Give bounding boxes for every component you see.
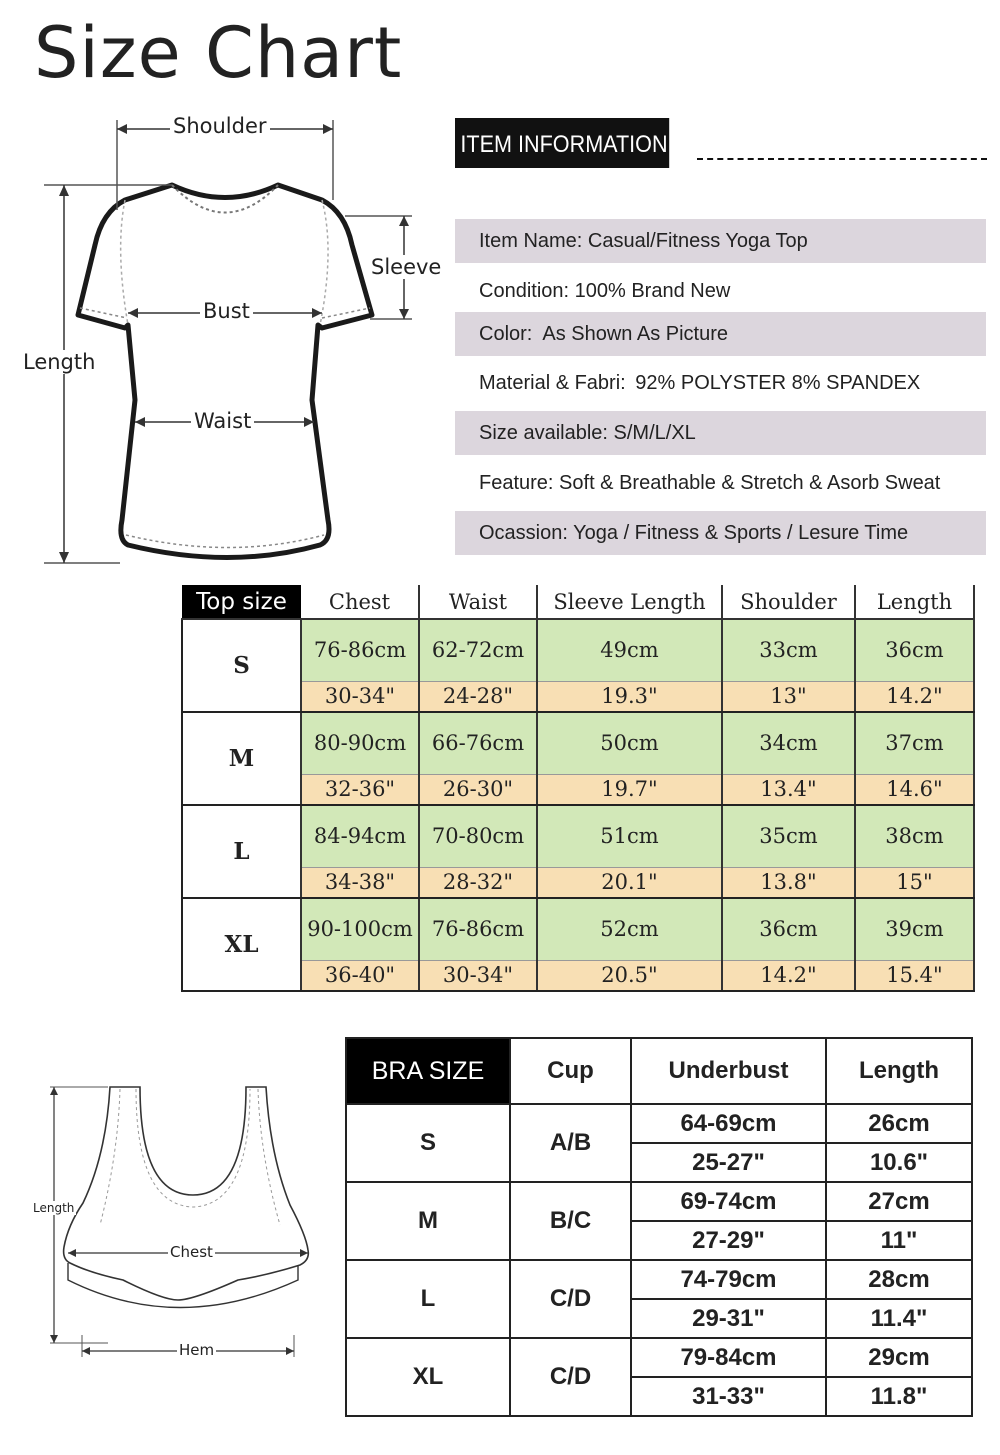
cm-cell: 66-76cm	[419, 712, 537, 774]
cup-cell: C/D	[510, 1338, 631, 1416]
table-row	[182, 960, 974, 991]
inch-cell: 30-34"	[301, 681, 419, 712]
cm-cell: 36cm	[855, 619, 974, 681]
bra-size-table	[345, 1037, 973, 1417]
info-value: Yoga / Fitness & Sports / Lesure Time	[573, 522, 909, 544]
inch-cell: 13.8"	[722, 867, 855, 898]
length-inch-cell: 11.4"	[826, 1299, 972, 1338]
page-title: Size Chart	[34, 12, 403, 94]
info-value: As Shown As Picture	[537, 323, 729, 345]
info-label: Item Name:	[479, 230, 583, 252]
item-information-header: ITEM INFORMATION	[455, 118, 669, 168]
info-size-available	[455, 411, 986, 455]
bra-chest-label: Chest	[170, 1243, 213, 1261]
info-color	[455, 312, 986, 356]
underbust-inch-cell: 29-31"	[631, 1299, 826, 1338]
inch-cell: 24-28"	[419, 681, 537, 712]
info-label: Feature:	[479, 472, 554, 494]
size-cell: L	[346, 1260, 510, 1338]
header-chest: Chest	[301, 585, 419, 619]
tshirt-illustration	[0, 100, 450, 580]
table-row	[346, 1260, 972, 1299]
table-row	[346, 1182, 972, 1221]
underbust-cm-cell: 69-74cm	[631, 1182, 826, 1221]
inch-cell: 26-30"	[419, 774, 537, 805]
underbust-inch-cell: 31-33"	[631, 1377, 826, 1416]
inch-cell: 20.1"	[537, 867, 722, 898]
size-cell: XL	[182, 898, 301, 991]
cm-cell: 36cm	[722, 898, 855, 960]
header-bra-size: BRA SIZE	[346, 1038, 510, 1104]
underbust-cm-cell: 64-69cm	[631, 1104, 826, 1143]
header-top-size: Top size	[182, 585, 301, 619]
info-value: 92% POLYSTER 8% SPANDEX	[635, 372, 921, 394]
info-value: S/M/L/XL	[613, 422, 696, 444]
inch-cell: 13"	[722, 681, 855, 712]
bra-length-label: Length	[33, 1201, 75, 1215]
inch-cell: 19.3"	[537, 681, 722, 712]
bra-diagram	[28, 1075, 328, 1365]
top-size-table	[181, 585, 975, 992]
inch-cell: 20.5"	[537, 960, 722, 991]
info-value: Casual/Fitness Yoga Top	[587, 230, 808, 252]
cm-cell: 80-90cm	[301, 712, 419, 774]
cm-cell: 62-72cm	[419, 619, 537, 681]
table-row	[182, 681, 974, 712]
table-row	[346, 1104, 972, 1143]
inch-cell: 15.4"	[855, 960, 974, 991]
header-sleeve-length: Sleeve Length	[537, 585, 722, 619]
cm-cell: 84-94cm	[301, 805, 419, 867]
underbust-inch-cell: 27-29"	[631, 1221, 826, 1260]
size-cell: M	[346, 1182, 510, 1260]
size-cell: S	[346, 1104, 510, 1182]
inch-cell: 13.4"	[722, 774, 855, 805]
cm-cell: 35cm	[722, 805, 855, 867]
cm-cell: 52cm	[537, 898, 722, 960]
inch-cell: 14.2"	[722, 960, 855, 991]
info-label: Material & Fabri:	[479, 372, 626, 394]
cup-cell: B/C	[510, 1182, 631, 1260]
cup-cell: C/D	[510, 1260, 631, 1338]
cm-cell: 76-86cm	[419, 898, 537, 960]
cup-cell: A/B	[510, 1104, 631, 1182]
info-item-name	[455, 219, 986, 263]
shoulder-label: Shoulder	[170, 114, 270, 138]
sleeve-label: Sleeve	[368, 255, 444, 279]
cm-cell: 33cm	[722, 619, 855, 681]
length-inch-cell: 10.6"	[826, 1143, 972, 1182]
bust-label: Bust	[200, 299, 253, 323]
cm-cell: 39cm	[855, 898, 974, 960]
size-cell: S	[182, 619, 301, 712]
table-row	[182, 805, 974, 867]
inch-cell: 36-40"	[301, 960, 419, 991]
header-waist: Waist	[419, 585, 537, 619]
info-occasion	[455, 511, 986, 555]
inch-cell: 14.6"	[855, 774, 974, 805]
info-condition	[455, 269, 986, 313]
header-cup: Cup	[510, 1038, 631, 1104]
info-label: Condition:	[479, 280, 570, 302]
waist-label: Waist	[191, 409, 254, 433]
header-underbust: Underbust	[631, 1038, 826, 1104]
table-row	[182, 712, 974, 774]
cm-cell: 51cm	[537, 805, 722, 867]
inch-cell: 15"	[855, 867, 974, 898]
table-row	[182, 774, 974, 805]
length-label: Length	[20, 350, 98, 374]
inch-cell: 14.2"	[855, 681, 974, 712]
info-material	[455, 361, 986, 405]
bra-illustration	[28, 1075, 328, 1365]
underbust-inch-cell: 25-27"	[631, 1143, 826, 1182]
table-row	[182, 619, 974, 681]
cm-cell: 76-86cm	[301, 619, 419, 681]
table-row	[346, 1338, 972, 1377]
inch-cell: 34-38"	[301, 867, 419, 898]
cm-cell: 90-100cm	[301, 898, 419, 960]
underbust-cm-cell: 74-79cm	[631, 1260, 826, 1299]
length-cm-cell: 29cm	[826, 1338, 972, 1377]
inch-cell: 32-36"	[301, 774, 419, 805]
info-feature	[455, 461, 986, 505]
cm-cell: 50cm	[537, 712, 722, 774]
length-cm-cell: 28cm	[826, 1260, 972, 1299]
table-row	[182, 898, 974, 960]
size-cell: L	[182, 805, 301, 898]
header-divider	[697, 158, 987, 160]
size-cell: XL	[346, 1338, 510, 1416]
header-shoulder: Shoulder	[722, 585, 855, 619]
cm-cell: 34cm	[722, 712, 855, 774]
header-length: Length	[855, 585, 974, 619]
cm-cell: 37cm	[855, 712, 974, 774]
size-cell: M	[182, 712, 301, 805]
cm-cell: 49cm	[537, 619, 722, 681]
length-inch-cell: 11"	[826, 1221, 972, 1260]
table-header-row	[182, 585, 974, 619]
info-value: 100% Brand New	[574, 280, 731, 302]
tshirt-diagram	[0, 100, 450, 580]
cm-cell: 70-80cm	[419, 805, 537, 867]
length-cm-cell: 26cm	[826, 1104, 972, 1143]
table-row	[182, 867, 974, 898]
bra-hem-label: Hem	[179, 1341, 215, 1359]
info-label: Ocassion:	[479, 522, 568, 544]
inch-cell: 28-32"	[419, 867, 537, 898]
length-cm-cell: 27cm	[826, 1182, 972, 1221]
inch-cell: 30-34"	[419, 960, 537, 991]
info-label: Color:	[479, 323, 533, 345]
inch-cell: 19.7"	[537, 774, 722, 805]
info-value: Soft & Breathable & Stretch & Asorb Sweat	[559, 472, 941, 494]
table-header-row	[346, 1038, 972, 1104]
header-length: Length	[826, 1038, 972, 1104]
underbust-cm-cell: 79-84cm	[631, 1338, 826, 1377]
cm-cell: 38cm	[855, 805, 974, 867]
info-label: Size available:	[479, 422, 608, 444]
length-inch-cell: 11.8"	[826, 1377, 972, 1416]
